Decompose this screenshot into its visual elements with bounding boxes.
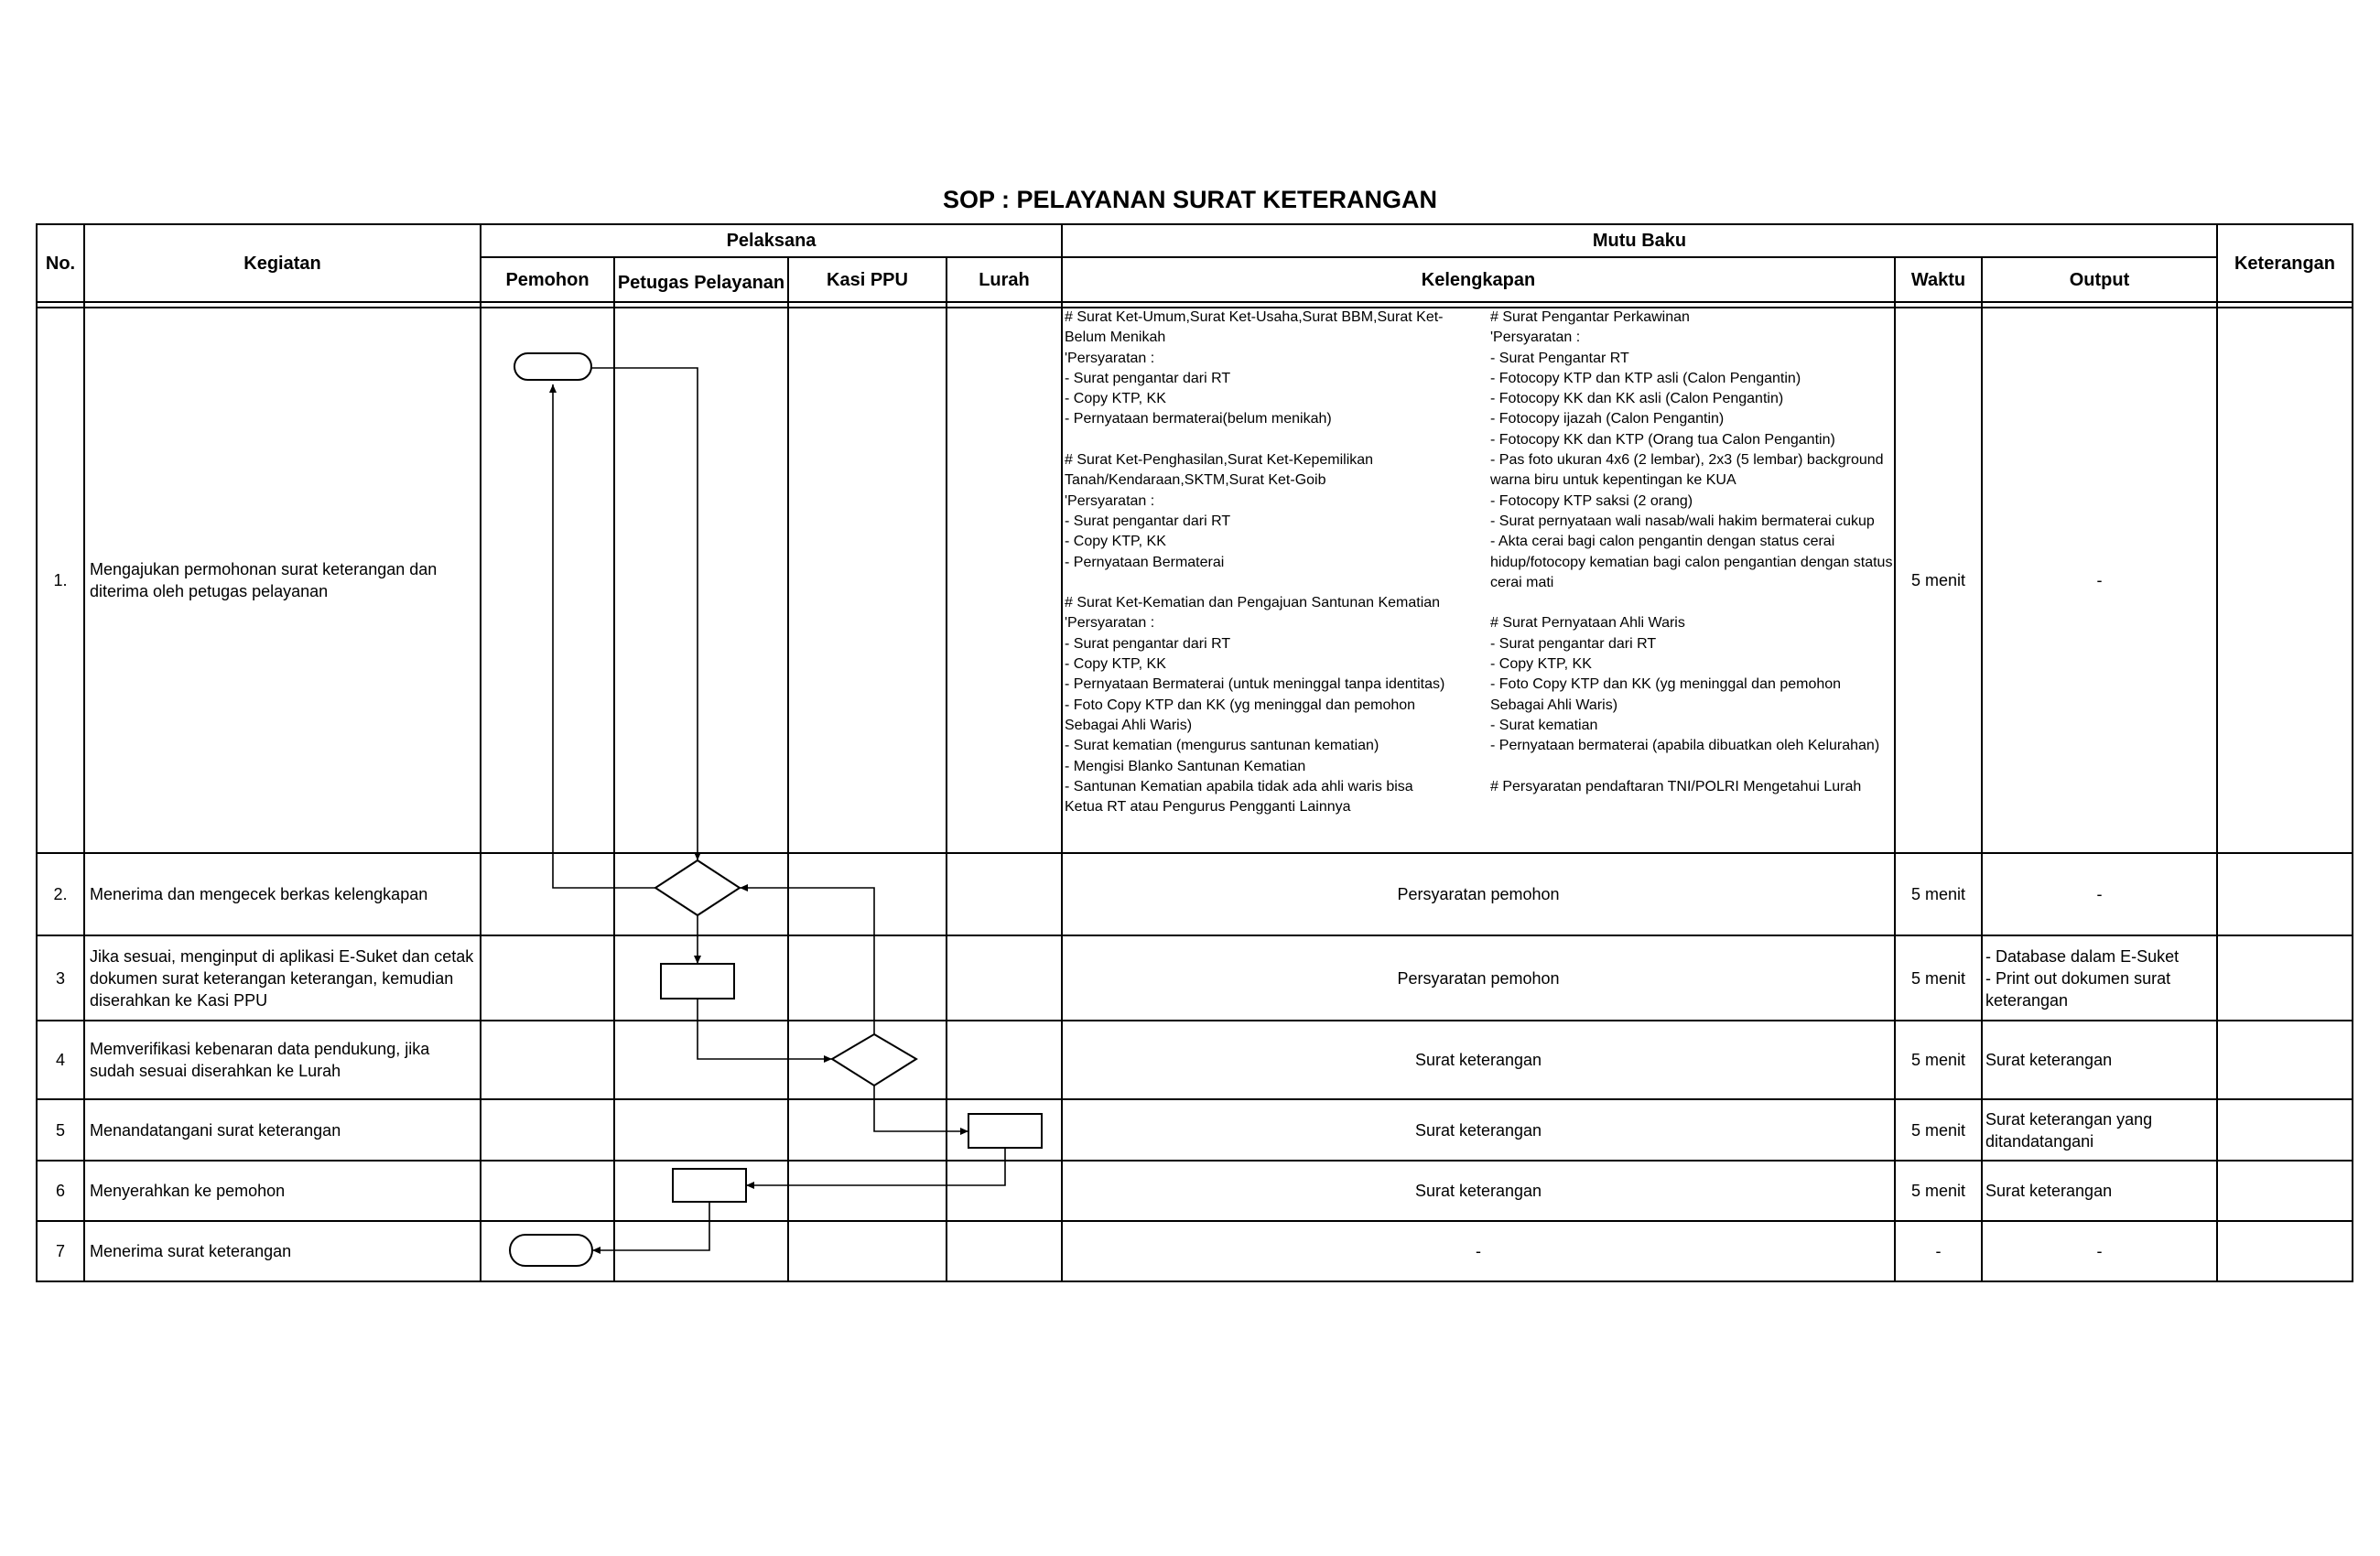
flow-handover-process [673,1169,746,1202]
flow-arrow-6-7 [592,1203,709,1250]
row-3-kegiatan: Jika sesuai, menginput di aplikasi E-Suket dan cetak dokumen surat keterangan keterangan, kemudian diserahkan ke Kasi PPU [90,946,474,1010]
row-4-waktu: 5 menit [1910,1051,1966,1069]
row-2-kegiatan: Menerima dan mengecek berkas kelengkapan [90,885,428,903]
row-5-output: Surat keterangan yang ditandatangani [1985,1109,2153,1151]
header-kelengkapan: Kelengkapan [1421,269,1536,290]
row-1-waktu: 5 menit [1910,571,1966,589]
row-6-kelengkapan: Surat keterangan [1414,1182,1542,1200]
header-waktu: Waktu [1910,269,1966,290]
row-1-output: - [2096,571,2103,589]
row-1-requirements-col1: # Surat Ket-Umum,Surat Ket-Usaha,Surat BBM,Surat Ket-Belum Menikah 'Persyaratan : - Surat pengantar dari RT - Copy KTP, KK - Pernyataan bermaterai(belum menikah) # Surat Ket-Penghasilan,Surat Ket-Kepemilikan Tanah/Kendaraan,SKTM,Surat Ket-Goib 'Persyaratan : - Surat pengantar dari RT - Copy KTP, KK - Pernyataan Bermaterai # Surat Ket-Kematian dan Pengajuan Santunan Kematian 'Persyaratan : - Surat pengantar dari RT - Copy KTP, KK - Pernyataan Bermaterai (untuk meninggal tanpa identitas) - Foto Copy KTP dan KK (yg meninggal dan pemohon Sebagai Ahli Waris) - Surat kematian (mengurus santunan kematian) - Mengisi Blanko Santunan Kematian - Santunan Kematian apabila tidak ada ahli waris bisa Ketua RT atau Pengurus Pengganti Lainnya [1065,309,1445,816]
row-4-kegiatan: Memverifikasi kebenaran data pendukung, jika sudah sesuai diserahkan ke Lurah [90,1040,430,1080]
row-6-no: 6 [55,1182,65,1200]
row-1-no: 1. [53,571,68,589]
row-6-waktu: 5 menit [1910,1182,1966,1200]
row-1-kegiatan: Mengajukan permohonan surat keterangan dan diterima oleh petugas pelayanan [90,560,438,600]
header-no: No. [45,253,76,274]
page-title: SOP : PELAYANAN SURAT KETERANGAN [942,186,1438,213]
header-mutu-baku: Mutu Baku [1592,231,1687,251]
flow-arrow-2-1 [553,384,655,888]
row-1-requirements-col2: # Surat Pengantar Perkawinan 'Persyaratan : - Surat Pengantar RT - Fotocopy KTP dan KTP asli (Calon Pengantin) - Fotocopy KK dan KK asli (Calon Pengantin) - Fotocopy ijazah (Calon Pengantin) - Fotocopy KK dan KTP (Orang tua Calon Pengantin) - Pas foto ukuran 4x6 (2 lembar), 2x3 (5 lembar) background warna biru untuk kepentingan ke KUA - Fotocopy KTP saksi (2 orang) - Surat pernyataan wali nasab/wali hakim bermaterai cukup - Akta cerai bagi calon pengantin dengan status cerai hidup/fotocopy kematian bagi calon pengantian dengan status cerai mati # Surat Pernyataan Ahli Waris - Surat pengantar dari RT - Copy KTP, KK - Foto Copy KTP dan KK (yg meninggal dan pemohon Sebagai Ahli Waris) - Surat kematian - Pernyataan bermaterai (apabila dibuatkan oleh Kelurahan) # Persyaratan pendaftaran TNI/POLRI Mengetahui Lurah [1490,309,1893,794]
row-7-kelengkapan: - [1476,1242,1481,1260]
header-keterangan: Keterangan [2234,253,2336,274]
flow-check-decision [655,860,740,915]
row-2-kelengkapan: Persyaratan pemohon [1397,885,1560,903]
row-4-no: 4 [55,1051,65,1069]
header-kasi-ppu: Kasi PPU [827,269,908,290]
flow-verify-decision [832,1034,916,1086]
header-petugas-pelayanan: Petugas Pelayanan [617,272,785,293]
flow-sign-process [968,1114,1042,1148]
row-3-no: 3 [55,968,65,988]
flow-arrow-4-2 [740,888,874,1034]
row-5-waktu: 5 menit [1910,1120,1966,1140]
header-output: Output [2069,269,2130,290]
header-pemohon: Pemohon [505,269,590,290]
row-2-waktu: 5 menit [1910,885,1966,903]
header-pelaksana: Pelaksana [726,231,817,251]
row-3-output: - Database dalam E-Suket - Print out dokumen surat keterangan [1985,946,2180,1010]
row-3-kelengkapan: Persyaratan pemohon [1397,968,1560,988]
flow-arrow-4-5 [874,1086,968,1131]
row-2-output: - [2096,885,2103,903]
row-3-waktu: 5 menit [1910,968,1966,988]
row-5-kelengkapan: Surat keterangan [1414,1120,1542,1140]
flow-arrow-3-4 [698,999,832,1059]
header-kegiatan: Kegiatan [243,253,321,274]
flow-input-process [661,964,734,999]
row-6-output: Surat keterangan [1985,1182,2113,1200]
flow-start-terminator [514,353,591,380]
row-5-kegiatan: Menandatangani surat keterangan [90,1120,341,1140]
flow-arrow-5-6 [746,1148,1005,1185]
flow-arrow-1-2 [591,368,698,860]
row-4-kelengkapan: Surat keterangan [1414,1051,1542,1069]
row-5-no: 5 [55,1120,65,1140]
row-7-output: - [2096,1242,2103,1260]
row-2-no: 2. [53,885,68,903]
row-7-no: 7 [55,1242,65,1260]
row-7-kegiatan: Menerima surat keterangan [90,1242,292,1260]
row-4-output: Surat keterangan [1985,1051,2113,1069]
header-lurah: Lurah [979,269,1030,290]
row-7-waktu: - [1935,1242,1942,1260]
flow-end-terminator [510,1235,592,1266]
row-6-kegiatan: Menyerahkan ke pemohon [90,1182,286,1200]
